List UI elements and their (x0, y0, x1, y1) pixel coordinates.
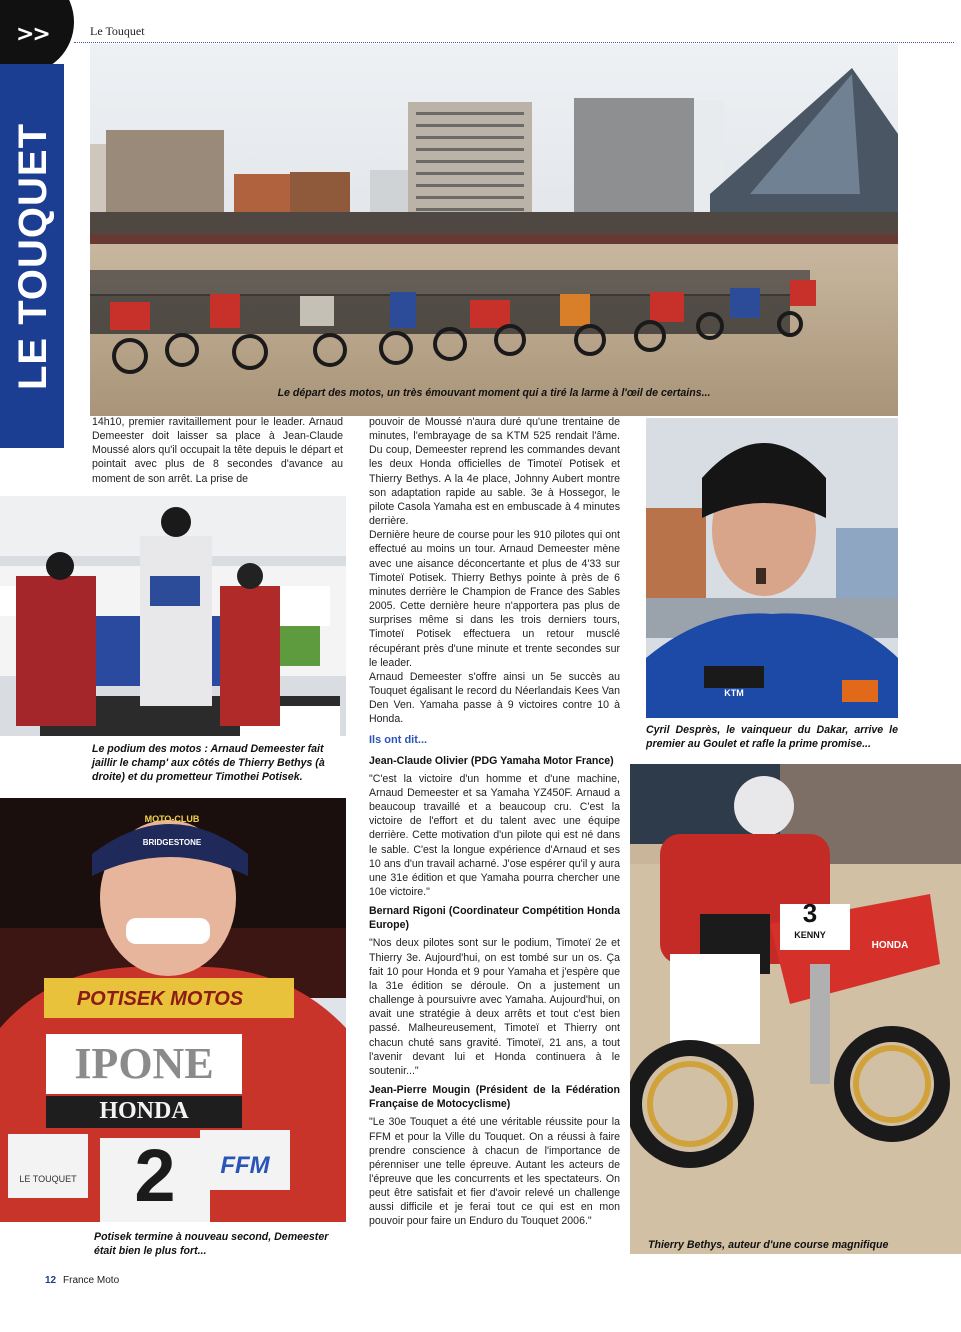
rider-name: KENNY (794, 930, 826, 940)
double-chevron-icon: >> (16, 22, 49, 47)
caption-start-line: Le départ des motos, un très émouvant moment qui a tiré la larme à l'œil de certains... (277, 387, 711, 399)
quote-text: "Nos deux pilotes sont sur le podium, Timoteï 2e et Thierry 3e. Aujourd'hui, on est tombé sur un os. Ça fait 10 pour Honda et 9 pour Yamaha et j'espère que la 31e édition se déroule. On a justement un challenge à poursuivre avec Yamaha. Aujourd'hui, on avait une stratégie à deux arrêts et tout c'est bien passé. Malheureusement, Timoteï et Thierry ont chacun chuté sans gravité. Timoteï, 21 ans, a tout l'avenir devant lui et Honda continuera à le soutenir..." (369, 937, 620, 1077)
jersey-team: POTISEK MOTOS (76, 988, 244, 1010)
quote-speaker: Jean-Pierre Mougin (Président de la Fédération Française de Motocyclisme) (369, 1084, 620, 1111)
quote-text: "C'est la victoire d'un homme et d'une machine, Arnaud Demeester et sa Yamaha YZ450F. Arnaud a beaucoup travaillé et a beaucoup cru. C'est la victoire de l'effort et du talent avec une équipe derrière. Cette motivation d'un pilote qui est né dans le sable. C'est la longue expérience d'Arnaud et ses 10 ans d'un travail acharné. J'ose espérer qu'il y aura une 31e édition et que Yamaha pourra chercher une 10e victoire." (369, 772, 620, 898)
top-rule (74, 42, 954, 43)
article-col2 (369, 415, 620, 1229)
sidebar-title: LE TOUQUET (11, 122, 56, 390)
article-paragraph: pouvoir de Moussé n'aura duré qu'une trentaine de minutes, l'embrayage de sa KTM 525 rendait l'âme. Du coup, Demeester reprend les commandes devant les deux Honda officielles de Timoteï Potisek et Thierry Bethys. A la 4e place, Johnny Aubert montre son adaptation rapide au sable. 3e à Hossegor, le pilote Casola Yamaha est en embuscade à 4 minutes derrière. (369, 416, 620, 528)
section-label: Le Touquet (90, 24, 145, 38)
board-fed: FFM (220, 1152, 270, 1179)
photo-podium (0, 496, 346, 736)
article-paragraph: Arnaud Demeester s'offre ainsi un 5e succès au Touquet égalisant le record du Néerlandais Kees Van Den Ven. Yamaha passe à 9 victoires contre 10 à Honda. (369, 670, 620, 726)
sidebar-title-wrap (2, 64, 66, 448)
caption-potisek: Potisek termine à nouveau second, Demeester était bien le plus fort... (94, 1231, 329, 1257)
magazine-name: France Moto (63, 1275, 120, 1286)
article-paragraph: 14h10, premier ravitaillement pour le leader. Arnaud Demeester doit laisser sa place à Jean-Claude Moussé alors qu'il occupait la tête depuis le départ et pointait avec plus de 8 secondes d'avance au moment de son arrêt. La prise de (92, 416, 343, 485)
caption-despres: Cyril Desprès, le vainqueur du Dakar, arrive le premier au Goulet et rafle la prime promise... (646, 724, 898, 750)
caption-bethys: Thierry Bethys, auteur d'une course magnifique (648, 1239, 889, 1251)
quote-text: "Le 30e Touquet a été une véritable réussite pour la FFM et pour la Ville du Touquet. On a réussi à faire prendre conscience à chacun de l'importance de pérenniser une telle épreuve. Autant les acteurs de l'épreuve que les concurrents et les spectateurs. On peut être satisfait et fier d'avoir relevé un challenge aussi difficile et je ferai tout ce qui est en mon pouvoir pour faire un Enduro du Touquet 2006." (369, 1116, 620, 1228)
jersey-make: HONDA (99, 1098, 189, 1124)
cap-brand: BRIDGESTONE (142, 838, 202, 847)
bike-make: HONDA (871, 940, 909, 951)
board-city: LE TOUQUET (19, 1174, 77, 1184)
quote-speaker: Jean-Claude Olivier (PDG Yamaha Motor France) (369, 754, 614, 767)
page-number: 12 (45, 1275, 57, 1286)
photo-start-line (90, 44, 898, 416)
cap-text: MOTO-CLUB (144, 814, 200, 824)
plate-number: 2 (134, 1134, 176, 1217)
caption-podium: Le podium des motos : Arnaud Demeester fait jaillir le champ' aux côtés de Thierry Bethys (à droite) et du prometteur Timothei Potisek. (92, 743, 325, 783)
quote-speaker: Bernard Rigoni (Coordinateur Compétition Honda Europe) (369, 905, 620, 932)
quotes-heading: Ils ont dit... (369, 734, 428, 747)
photo-despres (646, 418, 898, 718)
article-col1 (92, 415, 343, 486)
article-paragraph: Dernière heure de course pour les 910 pilotes qui ont effectué au moins un tour. Arnaud Demeester mène avec une aisance déconcertante et plus de 4'33 sur Timoteï Potisek. Thierry Bethys pointe à près de 6 minutes derrière le Champion de France des Sables 2005. Cette dernière heure n'apportera pas plus de surprises même si dans les trois derniers tours, Timoteï Potisek effectuera un retour musclé récupérant près d'une minute et trente secondes sur le leader. (369, 529, 620, 669)
photo-bethys (630, 764, 961, 1254)
jacket-logo: KTM (724, 688, 744, 698)
bike-number: 3 (802, 898, 818, 928)
jersey-sponsor: IPONE (74, 1039, 214, 1088)
